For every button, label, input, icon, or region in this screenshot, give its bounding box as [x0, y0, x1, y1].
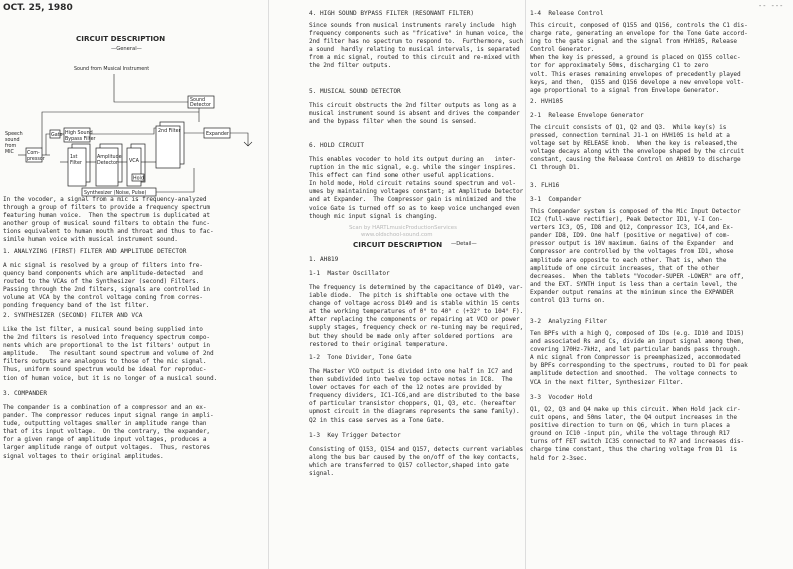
stack-amp-front [96, 148, 118, 186]
section-title-detail: CIRCUIT DESCRIPTION [353, 240, 443, 249]
heading-compander: 3. COMPANDER [3, 390, 48, 397]
wire-synth-2nd [156, 168, 194, 192]
label-amplitude: Amplitude [97, 155, 122, 160]
paragraph-release-control: This circuit, composed of Q155 and Q156, controls the C1 dis- charge rate, generating an envelope for the Tone Gate accord- ing to the gate signal and the signal from HVH105, Release Control Generator. When the key is pressed, a ground is placed on Q155 collec- tor for approximately 50ms, discharging C1 to zero volt. This erases remaining envelopes of precedently played keys, and then, Q155 and Q156 develope a new envelope volt- age proportional to a signal from Envelope Generator. [530, 22, 748, 94]
paragraph-tone-divider: The Master VCO output is divided into one half in IC7 and then subdivided into twelve top octave notes in IC8. The lower octaves for each of the 12 notes are provided by frequency dividers, IC1-IC6,and are distributed to the base of particular transistor choppers, Q1, Q3, etc. (hereafter upmost circuit in the diagrams represents the same family). Q2 in this case serves as a Tone Gate. [309, 368, 520, 424]
label-gate: Gate [51, 133, 63, 138]
watermark-line-2: www.oldschool-sound.com [361, 232, 433, 238]
heading-master-oscillator: 1-1 Master Oscillator [309, 270, 390, 277]
heading-ah819: 1. AH819 [309, 256, 339, 263]
heading-key-trigger: 1-3 Key Trigger Detector [309, 432, 401, 439]
section-title-general: CIRCUIT DESCRIPTION [76, 34, 166, 43]
section-subtitle-detail: —Detail— [451, 241, 477, 247]
diagram-title: Sound from Musical Instrument [74, 67, 150, 72]
label-hold: Hold [133, 176, 144, 182]
paragraph-key-trigger: Consisting of Q153, Q154 and Q157, detects current variables along the bus bar caused by the on/off of the key contacts, which are transferred to Q157 collector,shaped into gate signal. [309, 446, 524, 478]
label-detector-1: Sound [190, 98, 206, 103]
label-detector-2: Detector [190, 103, 211, 108]
label-bypass-1: High Sound [65, 131, 93, 136]
page-middle [268, 0, 526, 569]
heading-vocoder-hold: 3-3 Vocoder Hold [530, 394, 593, 401]
label-synthesizer: Synthesizer (Noise, Pulse) [84, 191, 147, 196]
heading-sound-detector: 5. MUSICAL SOUND DETECTOR [309, 88, 401, 95]
page-right [525, 0, 793, 569]
paragraph-sound-detector: This circuit obstructs the 2nd filter outputs as long as a musical instrument sound is absent and drives the compander and the bypass filter when the sound is sensed. [309, 102, 520, 126]
paragraph-compander-detail: This Compander system is composed of the Mic Input Detector IC2 (full-wave rectifier), Peak Detector ID1, V-I Con- verters IC3, Q5, ID8 and Q12, Compressor IC3, IC4,and Ex- pander ID8, ID9. One half (positive or negative) of com- pressor output is 10V maximum. Gains of the Expander and Compressor are controlled by the voltages from ID1, whose amplitude are opposite to each other. That is, when the amplitude of one circuit increases, that of the other decreases. When the tablets "Vocoder-SUPER -LOWER" are off, and the EXT. SYNTH input is less than a certain level, the Expander output remains at the minimum since the EXPANDER control Q13 turns on. [530, 208, 745, 305]
paragraph-master-oscillator: The frequency is determined by the capacitance of D149, var- iable diode. The pitch is shiftable one octave with the change of voltage across D149 and is stable within 15 cents at the working temperatures of 0° to 40° c (+32° to 104° F). After replacing the components or repairing at VCO or power supply stages, frequency check or re-tuning may be required, but they should be made only after soldered portions are restored to their original temperature. [309, 284, 524, 348]
label-1st: 1st [70, 155, 78, 160]
wire-output [230, 133, 252, 146]
heading-hold-circuit: 6. HOLD CIRCUIT [309, 142, 365, 149]
filter-bank-1st [68, 144, 90, 186]
heading-tone-divider: 1-2 Tone Divider, Tone Gate [309, 354, 412, 361]
heading-synthesizer-filter: 2. SYNTHESIZER (SECOND) FILTER AND VCA [3, 312, 143, 319]
label-compressor-2: pressor [27, 157, 45, 162]
page-left [0, 0, 268, 569]
intro-paragraph: In the vocoder, a signal from a mic is frequency-analyzed through a group of filters to provide a frequency spectrum featuring human voice. Then the spectrum is duplicated at another group of musical sound filters to obtain the func- tions equivalent to human mouth and throat and thus to fac- simile human voice with musical instrument sound. [3, 196, 214, 244]
heading-hvh105: 2. HVH105 [530, 98, 564, 105]
paragraph-synthesizer-filter: Like the 1st filter, a musical sound being supplied into the 2nd filters is resolved into frequency spectrum compo- nents which are proportional to the 1st filters' output in amplitude. The resultant sound spectrum and volume of 2nd filters outputs are analogous to those of the mic signal. Thus, uniform sound spectrum would be ideal for reproduc- tion of human voice, but it is no longer of a musical sound. [3, 326, 218, 382]
heading-flh16: 3. FLH16 [530, 182, 560, 189]
wire-gate-in [46, 134, 50, 155]
paragraph-bypass-filter: Since sounds from musical instruments rarely include high frequency components such as "fricative" in human voice, the 2nd filter has no spectrum to respond to. Furthermore, such a sound hardly relating to musical intervals, is separated from a mic signal, routed to this circuit and re-mixed with the 2nd filter outputs. [309, 22, 524, 70]
label-detector: Detector [97, 161, 118, 166]
label-filter-1: Filter [70, 161, 82, 166]
label-bypass-2: Bypass Filter [65, 137, 96, 142]
label-2nd-filter: 2nd Filter [158, 129, 181, 134]
vocoder-block-diagram [4, 62, 266, 202]
label-compressor-1: Com- [27, 151, 40, 156]
heading-release-envelope: 2-1 Release Envelope Generator [530, 112, 644, 119]
label-vca: VCA [129, 159, 139, 164]
stack-1st-filter-front [68, 148, 86, 186]
wire-musical-in [114, 74, 188, 102]
paragraph-release-envelope: The circuit consists of Q1, Q2 and Q3. While key(s) is pressed, connection terminal J1-1 on HVH105 is held at a voltage set by RELEASE knob. When the key is released,the voltage decays along with the envelope shaped by the circuit constant, causing the Release Control on AH819 to discharge C1 through D1. [530, 124, 745, 172]
amplitude-detector-bank [96, 144, 122, 186]
paragraph-vocoder-hold: Q1, Q2, Q3 and Q4 make up this circuit. When Hold jack cir- cuit opens, and 50ms later, the Q4 output increases in the positive direction to turn on Q6, which in turn places a ground on IC10 -input pin, while the voltage through R17 turns off FET switch IC35 connected to R7 and increases dis- charge time constant, thus the charing voltage from D1 is held for 2-3sec. [530, 406, 745, 462]
wire-bypass-2nd [90, 128, 156, 134]
diagram-input-label-mic: MIC [5, 150, 14, 155]
date-stamp: OCT. 25, 1980 [3, 3, 73, 13]
paragraph-compander: The compander is a combination of a compressor and an ex- pander. The compressor reduces input signal range in ampli- tude, outputting voltages smaller in amplitude range than that of its input voltage. On the contrary, the expander, for a given range of amplitude input voltages, produces a larger amplitude range of output voltages. Thus, restores signal voltages to their original amplitudes. [3, 404, 214, 460]
watermark-line-1: Scan by HARTLmusicProductionServices [349, 225, 457, 231]
heading-analyzing-filter: 1. ANALYZING (FIRST) FILTER AND AMPLITUDE DETECTOR [3, 248, 187, 255]
paragraph-hold-circuit: This enables vocoder to hold its output during an inter- ruption in the mic signal, e.g. while the singer inspires. This effect can find some other useful applications. In hold mode, Hold circuit retains sound spectrum and vol- umes by maintaining voltages constant; at Amplitude Detector and at Expander. The Compressor gain is minimized and the voice Gate is turned off so as to keep voice unchanged even though mic input signal is changing. [309, 156, 524, 220]
diagram-input-label-sound: sound [5, 138, 20, 143]
heading-compander-detail: 3-1 Compander [530, 196, 582, 203]
paragraph-analyzing-filter: A mic signal is resolved by a group of filters into fre- quency band components which are amplitude-detected and routed to the VCAs of the Synthesizer (second) Filters. Passing through the 2nd filters, signals are controlled in volume at VCA by the control voltage coming from corres- ponding frequency band of the 1st filter. [3, 262, 210, 310]
heading-analyzing-filter-detail: 3-2 Analyzing Filter [530, 318, 608, 325]
diagram-input-label-speech: Speech [5, 132, 23, 137]
heading-release-control: 1-4 Release Control [530, 10, 604, 17]
paragraph-analyzing-filter-detail: Ten BPFs with a high Q, composed of IDs (e.g. ID10 and ID15) and associated Rs and Cs, divide an input signal among them, covering 170Hz-7kHz, and let particular bands pass through. A mic signal from Compressor is preemphasized, accommodated by BPFs corresponding to the spectrums, routed to D1 for peak amplitude detection and smoothed. The voltage connects to VCA in the next filter, Synthesizer Filter. [530, 330, 748, 386]
section-subtitle-general: —General— [111, 46, 142, 52]
heading-bypass-filter: 4. HIGH SOUND BYPASS FILTER (RESONANT FILTER) [309, 10, 475, 17]
diagram-input-label-from: from [5, 144, 17, 149]
label-expander: Expander [206, 132, 229, 137]
filter-bank-2nd [156, 122, 184, 168]
page-number-mark: -- --- [758, 2, 784, 10]
